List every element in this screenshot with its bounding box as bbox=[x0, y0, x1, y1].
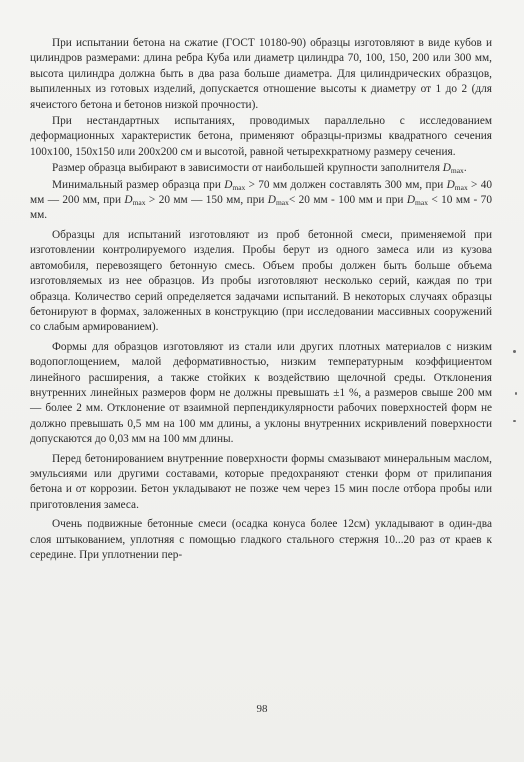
scan-speck bbox=[513, 420, 516, 422]
paragraph-6: Формы для образцов изготовляют из стали или других плотных материалов с низким водопоглощением, малой деформативностью, низким температурным коэффициентом линейного расширения, а также стойких к воздействию щелочной среды. Отклонения внутренних линейных размеров форм не должны превышать ±1 %, а размеров свыше 200 мм — более 2 мм. Отклонение от взаимной перпендикулярности рабочих поверхностей форм не должно превышать 0,5 мм на 100 мм длины, а уклоны внутренних искривлений поверхности допускаются до 0,03 мм на 100 мм длины. bbox=[30, 340, 492, 446]
dmax-symbol: D bbox=[442, 162, 451, 175]
dmax-subscript: max bbox=[450, 166, 464, 176]
paragraph-4: Минимальный размер образца при $D_{max} > 70$ мм должен составлять 300 мм, при $D_{max} > 40$ мм — 200 мм, при $D_{max} > 20$ мм — 150 мм, при $D_{max}< 20$ мм - 100 мм и при $D_{max} < 10$ мм - 70 мм. bbox=[30, 178, 492, 222]
page-number: 98 bbox=[256, 703, 268, 715]
paragraph-3-text: Размер образца выбирают в зависимости от наибольшей крупности заполнителя bbox=[52, 162, 443, 175]
paragraph-7: Перед бетонированием внутренние поверхности формы смазывают минеральным маслом, эмульсиями или другими составами, которые предохраняют стенки форм от прилипания бетона и от коррозии. Бетон укладывают не позже чем через 15 мин после отбора пробы или приготовления замеса. bbox=[30, 452, 492, 511]
scan-speck bbox=[513, 350, 516, 353]
scan-speck bbox=[515, 392, 517, 395]
paragraph-2: При нестандартных испытаниях, проводимых параллельно с исследованием деформационных характеристик бетона, применяют образцы-призмы квадратного сечения 100х100, 150х150 или 200х200 см и высотой, равной четырехкратному размеру сечения. bbox=[30, 115, 492, 158]
body-text bbox=[30, 36, 492, 564]
paragraph-1: При испытании бетона на сжатие (ГОСТ 10180-90) образцы изготовляют в виде кубов и цилиндров размерами: длина ребра Куба или диаметр цилиндра 70, 100, 150, 200 или 300 мм, высота цилиндра должна быть в два раза больше диаметра. Для цилиндрических образцов, выпиленных из готовых изделий, допускается отношение высоты к диаметру от 1 до 2 (для ячеистого бетона и бетонов низкой прочности). bbox=[30, 37, 492, 111]
paragraph-5: Образцы для испытаний изготовляют из проб бетонной смеси, применяемой при изготовлении контролируемого изделия. Пробы берут из одного замеса или из кузова автомобиля, перевозящего бетонную смесь. Объем пробы должен быть больше объема изготовляемых из нее образцов. Из пробы изготовляют несколько серий, каждая по три образца. Количество серий определяется задачами испытаний. В некоторых случаях образцы бетонируют в формах, заложенных в конструкцию (при исследовании массивных сооружений со слабым армированием). bbox=[30, 228, 492, 334]
paragraph-8: Очень подвижные бетонные смеси (осадка конуса более 12см) укладывают в один-два слоя штыкованием, уплотняя с помощью гладкого стального стержня 10...20 раз от краев к середине. При уплотнении пер- bbox=[30, 518, 492, 561]
paragraph-3: Размер образца выбирают в зависимости от наибольшей крупности заполнителя $D_{max}$. bbox=[52, 162, 467, 176]
